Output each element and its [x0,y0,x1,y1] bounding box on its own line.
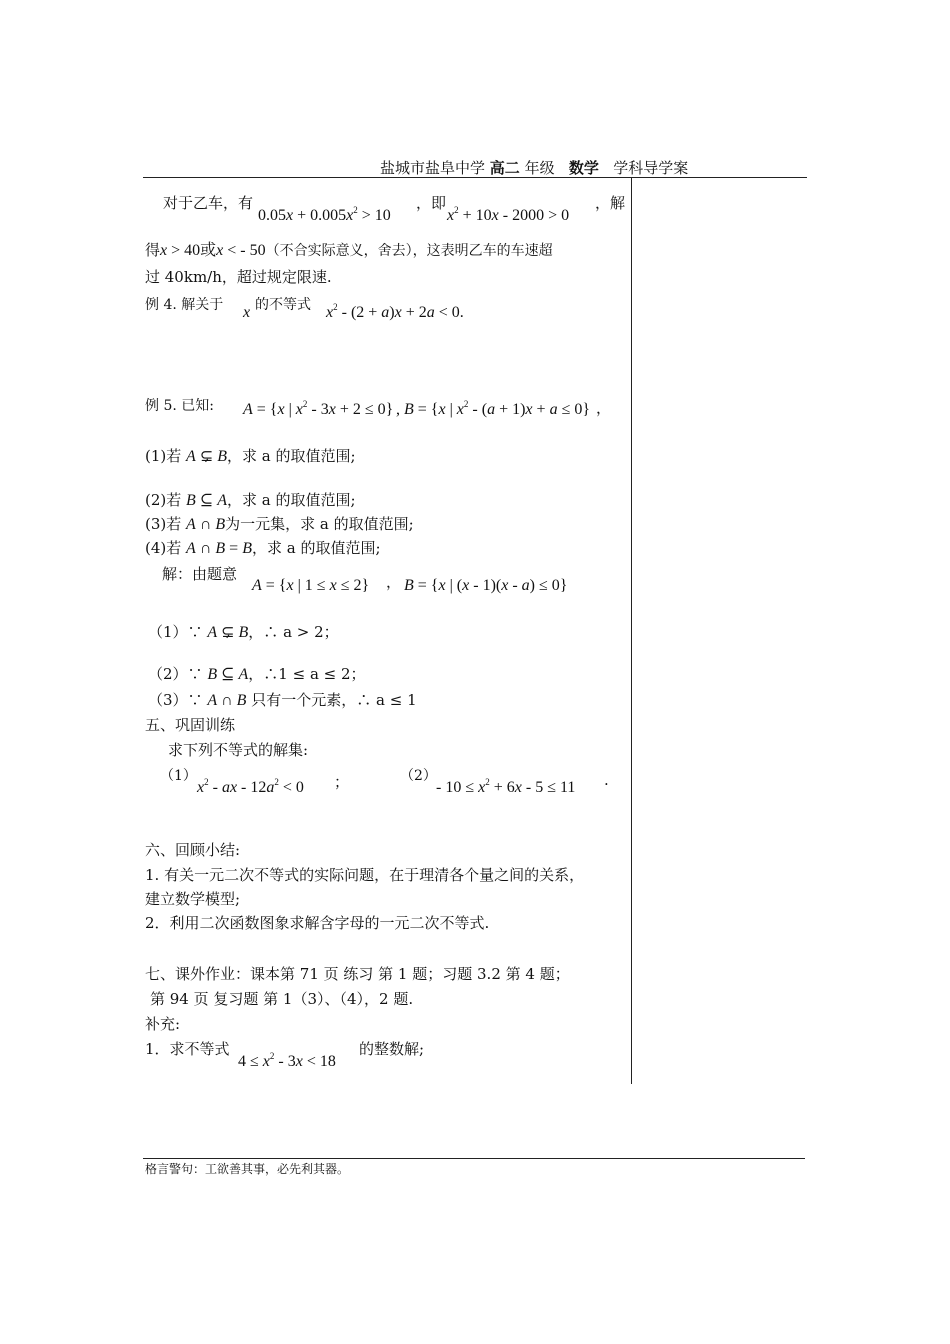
footer-divider [143,1158,805,1159]
a2-post: ，∴1 ≤ a ≤ 2； [248,665,366,683]
exercise-2-label: （2） [400,768,437,784]
exercise-2-end: . [604,771,609,789]
question-1 [145,446,356,467]
q4-math: A ∩ B = B [186,540,252,557]
summary-1-line-2: 建立数学模型; [145,890,241,908]
supplement-title: 补充: [145,1015,181,1033]
a2-pre: （2）∵ [148,665,203,683]
q4-post: ，求 a 的取值范围; [251,539,381,557]
q1-post: ，求 a 的取值范围; [227,447,356,465]
grade-word: 年级 [524,159,555,177]
a3-math: A ∩ B [207,692,247,709]
car-mid: ，即 [416,194,447,212]
question-3 [145,514,414,535]
grade: 高二 [489,159,520,177]
example-5-set-a: A = {x | $x^2 - 3x + 2 \le 0$} [243,399,394,418]
car-line-2 [145,240,553,261]
page-header [380,157,800,178]
homework-line-2: 第 94 页 复习题 第 1（3）、（4），2 题. [150,990,414,1008]
section-6-title: 六、回顾小结: [145,841,241,859]
exercise-1-end: ； [334,773,350,791]
answer-1 [148,622,339,643]
question-4 [145,538,381,559]
answer-3 [148,690,417,711]
example-4-mid: 的不等式 [255,297,311,313]
supplement-1-pre: 1．求不等式 [145,1040,230,1058]
solution-comma: ， [386,573,402,591]
solution-set-b: B = {x | (x - 1)(x - a) ≤ 0} [404,577,568,594]
car-line2-math: x > 40或x < - 50 [160,242,266,259]
homework-line-1: 七、课外作业：课本第 71 页 练习 第 1 题；习题 3.2 第 4 题； [145,965,570,983]
a1-post: ，∴ a > 2； [248,623,339,641]
section-5-title: 五、巩固训练 [145,716,236,734]
example-4-end: . [459,304,464,321]
car-text: 对于乙车，有 [163,194,254,212]
supplement-1-post: 的整数解; [359,1040,425,1058]
q3-math: A ∩ B [186,516,226,533]
q4-pre: (4)若 [145,539,182,557]
subject: 数学 [568,159,599,177]
example-5-set-b: , B = {x | $x^2 - (a + 1)x + a \le 0$} [396,399,591,418]
supplement-1-math: $4 \le x^2 - 3x < 18$ [238,1051,336,1070]
column-divider [631,178,632,1084]
header-divider [143,177,807,178]
a2-math: B ⊆ A [207,666,249,683]
summary-2: 2．利用二次函数图象求解含字母的一元二次不等式. [145,914,490,932]
a1-pre: （1）∵ [148,623,203,641]
example-4-var: x [243,304,251,321]
car-line2-pre: 得 [145,241,161,259]
q3-post: 为一元集，求 a 的取值范围; [225,515,414,533]
example-4-inequality: $x^2 - (2 + a)x + 2a < 0$. [326,302,464,321]
q1-math: A ⊊ B [186,448,227,465]
car-inequality-1: $0.05x + 0.005x^2 > 10$ [258,205,391,224]
car-inequality-2: $x^2 + 10x - 2000 > 0$ [447,205,570,224]
q2-post: ，求 a 的取值范围; [227,491,356,509]
car-line-1 [163,193,253,213]
q2-math: B ⊆ A [186,492,227,509]
section-5-prompt: 求下列不等式的解集: [168,741,309,759]
car-line2-post: （不合实际意义，舍去），这表明乙车的车速超 [265,243,553,259]
q1-pre: (1)若 [145,447,182,465]
car-post: ，解 [595,194,626,212]
exercise-1-math: $x^2$ - ax - $12a^2 < 0$ [197,777,304,796]
a3-mid: 只有一个元素， [251,691,357,709]
school-name: 盐城市盐阜中学 [380,159,486,177]
car-line-3: 过 40km/h，超过规定限速. [145,268,332,286]
solution-set-a: A = {x | 1 ≤ x ≤ 2} [252,577,370,594]
a3-post: ∴ a ≤ 1 [356,691,417,709]
exercise-2-math: - $10 \le x^2 + 6x - 5 \le 11$ [436,777,576,796]
summary-1-line-1: 1. 有关一元二次不等式的实际问题，在于理清各个量之间的关系， [145,866,585,884]
footer-motto: 格言警句：工欲善其事，必先利其器。 [145,1162,350,1176]
a3-pre: （3）∵ [148,691,203,709]
q2-pre: (2)若 [145,491,182,509]
example-5-end: ， [596,399,612,417]
exercise-1-label: （1） [160,768,197,784]
solution-intro: 解：由题意 [162,565,238,583]
q3-pre: (3)若 [145,515,182,533]
answer-2 [148,664,366,685]
example-4-label: 例 4. 解关于 [145,297,224,313]
question-2 [145,490,356,511]
example-5-label: 例 5. 已知: [145,398,214,414]
doc-type: 学科导学案 [613,159,689,177]
a1-math: A ⊊ B [207,624,249,641]
